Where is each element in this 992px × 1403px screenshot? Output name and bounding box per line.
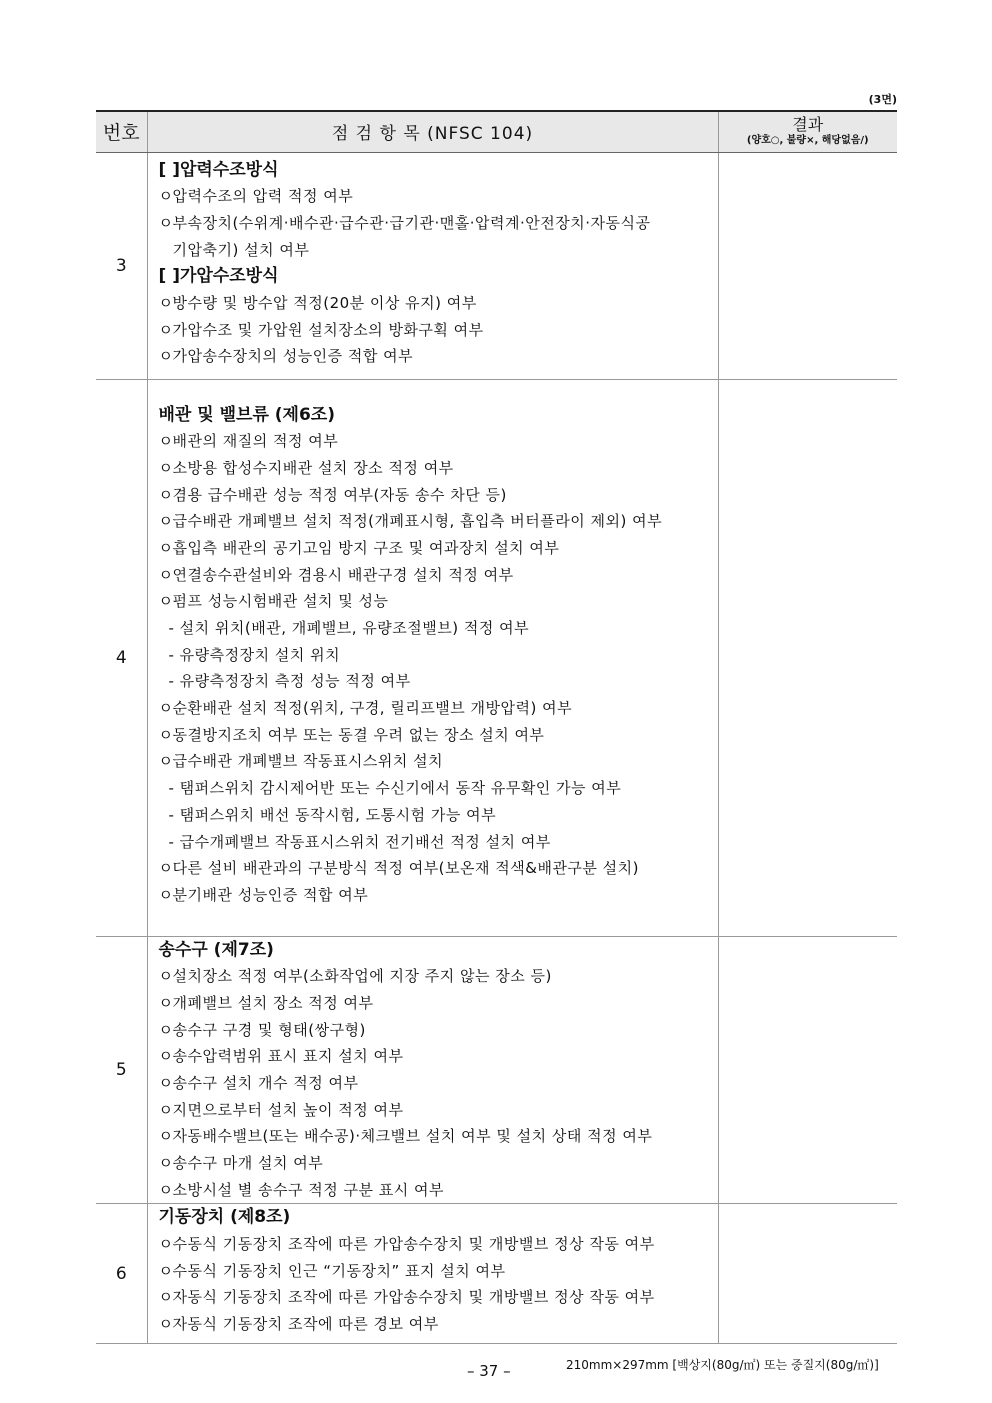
check-item <box>159 482 714 509</box>
check-item-text: 가압수조 및 가압원 설치장소의 방화구획 여부 <box>172 320 484 339</box>
bullet-icon: ㅇ <box>158 592 174 611</box>
check-item <box>159 290 714 317</box>
bullet-icon: ㅇ <box>158 1180 174 1199</box>
check-item <box>159 183 714 210</box>
check-item <box>159 1150 714 1177</box>
bullet-icon: ㅇ <box>158 859 174 878</box>
check-item <box>159 455 714 482</box>
check-item <box>159 1311 714 1338</box>
check-item-text: 겸용 급수배관 성능 적정 여부(자동 송수 차단 등) <box>172 485 507 504</box>
check-item <box>159 855 714 882</box>
check-item <box>159 508 714 535</box>
check-item <box>159 588 714 615</box>
check-item-text: 압력수조의 압력 적정 여부 <box>172 187 354 206</box>
bullet-icon: ㅇ <box>158 1100 174 1119</box>
row-number: 3 <box>96 152 147 379</box>
table-row <box>96 152 897 379</box>
row-content <box>147 936 718 1204</box>
bullet-icon: ㅇ <box>158 1127 174 1146</box>
check-item-text: 개폐밸브 설치 장소 적정 여부 <box>172 993 374 1012</box>
check-item <box>159 1258 714 1285</box>
check-item-text: 소방용 합성수지배관 설치 장소 적정 여부 <box>172 458 454 477</box>
bullet-icon: ㅇ <box>158 699 174 718</box>
check-subitem: - 유량측정장치 설치 위치 <box>168 645 341 664</box>
bullet-icon: ㅇ <box>158 1020 174 1039</box>
check-item-text: 급수배관 개폐밸브 작동표시스위치 설치 <box>172 752 444 771</box>
bullet-icon: ㅇ <box>158 432 174 451</box>
bullet-icon: ㅇ <box>158 1047 174 1066</box>
bullet-icon: ㅇ <box>158 293 174 312</box>
check-item-text: 자동배수밸브(또는 배수공)·체크밸브 설치 여부 및 설치 상태 적정 여부 <box>172 1127 653 1146</box>
row-content <box>147 152 718 379</box>
result-cell[interactable] <box>718 379 897 936</box>
check-item <box>159 963 714 990</box>
check-subitem: - 급수개폐밸브 작동표시스위치 전기배선 적정 설치 여부 <box>168 832 551 851</box>
check-item <box>159 1231 714 1258</box>
row-number: 6 <box>96 1204 147 1344</box>
bullet-icon: ㅇ <box>158 993 174 1012</box>
section-heading: [ ]압력수조방식 <box>158 159 279 180</box>
check-item <box>159 1123 714 1150</box>
check-item-text: 펌프 성능시험배관 설치 및 성능 <box>172 592 389 611</box>
page-section-label: (3면) <box>868 93 897 106</box>
bullet-icon: ㅇ <box>158 565 174 584</box>
bullet-icon: ㅇ <box>158 213 174 232</box>
result-cell[interactable] <box>718 152 897 379</box>
check-item <box>159 428 714 455</box>
bullet-icon: ㅇ <box>158 1154 174 1172</box>
check-item-text: 배관의 재질의 적정 여부 <box>172 432 339 451</box>
check-item-text: 수동식 기동장치 조작에 따른 가압송수장치 및 개방밸브 정상 작동 여부 <box>172 1235 655 1254</box>
header-number: 번호 <box>96 111 147 152</box>
check-item <box>159 562 714 589</box>
table-body <box>96 152 897 1344</box>
section-heading: 배관 및 밸브류 (제6조) <box>158 404 335 425</box>
bullet-icon: ㅇ <box>158 187 174 206</box>
bullet-icon: ㅇ <box>158 967 174 986</box>
check-item-text: 급수배관 개폐밸브 설치 적정(개폐표시형, 흡입측 버터플라이 제외) 여부 <box>172 512 663 531</box>
check-item-text: 자동식 기동장치 조작에 따른 가압송수장치 및 개방밸브 정상 작동 여부 <box>172 1288 655 1307</box>
check-item-continuation: 기압축기) 설치 여부 <box>172 240 310 259</box>
paper-spec: 210mm×297mm [백상지(80g/㎡) 또는 중질지(80g/㎡)] <box>566 1358 879 1372</box>
check-item-text: 송수구 구경 및 형태(쌍구형) <box>172 1020 366 1039</box>
bullet-icon: ㅇ <box>158 1315 174 1334</box>
check-item <box>159 210 714 237</box>
check-subitem: - 탬퍼스위치 감시제어반 또는 수신기에서 동작 유무확인 가능 여부 <box>168 779 622 798</box>
check-item-text: 설치장소 적정 여부(소화작업에 지장 주지 않는 장소 등) <box>172 967 552 986</box>
check-item-text: 동결방지조치 여부 또는 동결 우려 없는 장소 설치 여부 <box>172 725 545 744</box>
check-item-text: 자동식 기동장치 조작에 따른 경보 여부 <box>172 1315 439 1334</box>
table-header-row <box>96 111 897 152</box>
bullet-icon: ㅇ <box>158 725 174 744</box>
check-item-text: 부속장치(수위계·배수관·급수관·급기관·맨홀·압력계·안전장치·자동식공 <box>172 213 651 232</box>
table-row <box>96 1204 897 1344</box>
check-item <box>159 535 714 562</box>
check-subitem: - 유량측정장치 측정 성능 적정 여부 <box>168 672 411 691</box>
check-item <box>159 1177 714 1204</box>
check-subitem: - 설치 위치(배관, 개폐밸브, 유량조절밸브) 적정 여부 <box>168 619 530 637</box>
check-subitem: - 탬퍼스위치 배선 동작시험, 도통시험 가능 여부 <box>168 805 497 824</box>
header-result-title: 결과 <box>792 115 824 135</box>
check-item-text: 지면으로부터 설치 높이 적정 여부 <box>172 1100 404 1119</box>
bullet-icon: ㅇ <box>158 538 174 557</box>
section-heading: 기동장치 (제8조) <box>158 1207 291 1228</box>
bullet-icon: ㅇ <box>158 512 174 531</box>
bullet-icon: ㅇ <box>158 485 174 504</box>
check-item <box>159 748 714 775</box>
check-item-text: 다른 설비 배관과의 구분방식 적정 여부(보온재 적색&배관구분 설치) <box>172 859 640 878</box>
row-number: 5 <box>96 936 147 1204</box>
header-inspection-item: 점 검 항 목 (NFSC 104) <box>147 111 718 152</box>
check-item <box>159 1043 714 1070</box>
table-row <box>96 379 897 936</box>
bullet-icon: ㅇ <box>158 1261 174 1280</box>
check-item <box>159 1284 714 1311</box>
bullet-icon: ㅇ <box>158 752 174 771</box>
bullet-icon: ㅇ <box>158 458 174 477</box>
check-item <box>159 722 714 749</box>
row-content <box>147 1204 718 1344</box>
row-number: 4 <box>96 379 147 936</box>
check-item-text: 송수구 마개 설치 여부 <box>172 1154 324 1172</box>
check-item-text: 송수압력범위 표시 표지 설치 여부 <box>172 1047 404 1066</box>
check-item-text: 송수구 설치 개수 적정 여부 <box>172 1073 359 1092</box>
check-item <box>159 990 714 1017</box>
check-item <box>159 1070 714 1097</box>
header-result <box>718 111 897 152</box>
check-item <box>159 695 714 722</box>
page-number: – 37 – <box>467 1362 511 1380</box>
check-item-text: 연결송수관설비와 겸용시 배관구경 설치 적정 여부 <box>172 565 514 584</box>
bullet-icon: ㅇ <box>158 1288 174 1307</box>
header-result-legend: (양호○, 불량×, 해당없음/) <box>746 134 869 146</box>
check-item <box>159 1017 714 1044</box>
check-item <box>159 317 714 344</box>
section-heading: 송수구 (제7조) <box>158 939 274 960</box>
check-item-text: 순환배관 설치 적정(위치, 구경, 릴리프밸브 개방압력) 여부 <box>172 699 573 718</box>
bullet-icon: ㅇ <box>158 1073 174 1092</box>
check-item <box>159 343 714 370</box>
check-item-text: 분기배관 성능인증 적합 여부 <box>172 885 369 904</box>
bullet-icon: ㅇ <box>158 320 174 339</box>
check-item-text: 수동식 기동장치 인근 “기동장치” 표지 설치 여부 <box>172 1261 506 1280</box>
check-item-text: 흡입측 배관의 공기고임 방지 구조 및 여과장치 설치 여부 <box>172 538 560 557</box>
bullet-icon: ㅇ <box>158 1235 174 1254</box>
result-cell[interactable] <box>718 1204 897 1344</box>
check-item-text: 방수량 및 방수압 적정(20분 이상 유지) 여부 <box>172 293 477 312</box>
bullet-icon: ㅇ <box>158 347 174 366</box>
section-heading: [ ]가압수조방식 <box>158 266 279 287</box>
row-content <box>147 379 718 936</box>
check-item <box>159 882 714 909</box>
check-item <box>159 1097 714 1124</box>
check-item-text: 소방시설 별 송수구 적정 구분 표시 여부 <box>172 1180 444 1199</box>
bullet-icon: ㅇ <box>158 885 174 904</box>
table-row <box>96 936 897 1204</box>
check-item-text: 가압송수장치의 성능인증 적합 여부 <box>172 347 414 366</box>
inspection-table <box>96 110 897 1344</box>
result-cell[interactable] <box>718 936 897 1204</box>
